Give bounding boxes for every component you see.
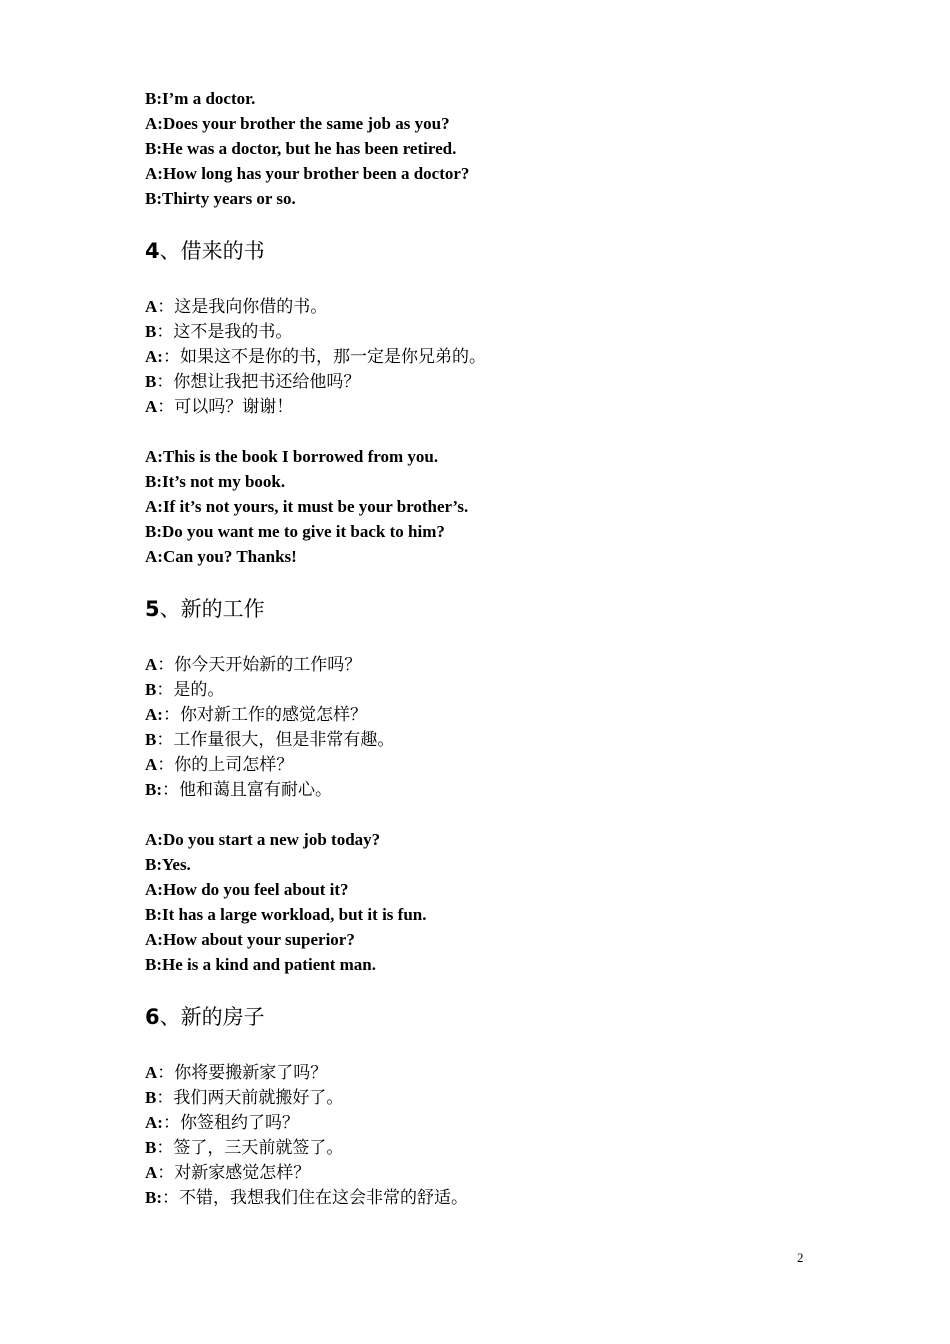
line-text: ：可以吗？谢谢！ [157, 397, 294, 417]
dialogue-line [145, 702, 865, 727]
dialogue-line: A:How about your superior? [145, 930, 355, 949]
dialogue-line: A:This is the book I borrowed from you. [145, 447, 439, 466]
dialogue-line: B:He was a doctor, but he has been retired. [145, 139, 457, 158]
dialogue-line [145, 677, 865, 702]
dialogue-line: A:How do you feel about it? [145, 880, 349, 899]
speaker-label: B [145, 372, 157, 391]
section-title: 、新的房子 [159, 1005, 265, 1029]
dialogue-line [145, 1185, 865, 1210]
line-text: ：如果这不是你的书，那一定是你兄弟的。 [162, 347, 486, 367]
dialogue-line [145, 652, 865, 677]
dialogue-line [145, 294, 865, 319]
top-dialogue [145, 86, 865, 211]
dialogue-line [145, 1135, 865, 1160]
speaker-label: A [145, 297, 158, 316]
speaker-label: A: [145, 1113, 163, 1132]
line-text: ：不错，我想我们住在这会非常的舒适。 [162, 1188, 468, 1208]
dialogue-line: B:I’m a doctor. [145, 89, 256, 108]
dialogue-line: B:He is a kind and patient man. [145, 955, 376, 974]
speaker-label: A [145, 755, 158, 774]
line-text: ：我们两天前就搬好了。 [156, 1088, 344, 1108]
speaker-label: A [145, 1163, 158, 1182]
line-text: ：对新家感觉怎样？ [157, 1163, 311, 1183]
dialogue-line: B:It has a large workload, but it is fun. [145, 905, 427, 924]
line-text: ：签了，三天前就签了。 [156, 1138, 344, 1158]
line-text: ：是的。 [156, 680, 225, 700]
english-dialogue [145, 444, 865, 569]
line-text: ：你今天开始新的工作吗？ [157, 655, 362, 675]
speaker-label: A: [145, 705, 163, 724]
section-title: 、借来的书 [159, 239, 265, 263]
section-6 [145, 1002, 865, 1210]
speaker-label: B: [145, 1188, 162, 1207]
dialogue-line [145, 777, 865, 802]
section-heading [145, 594, 865, 624]
speaker-label: A: [145, 347, 163, 366]
speaker-label: B [145, 680, 157, 699]
speaker-label: A [145, 397, 158, 416]
line-text: ：你签租约了吗？ [162, 1113, 299, 1133]
page-number: 2 [797, 1250, 804, 1265]
dialogue-line: A:If it’s not yours, it must be your brother’s. [145, 497, 469, 516]
line-text: ：这是我向你借的书。 [157, 297, 328, 317]
speaker-label: A [145, 655, 158, 674]
dialogue-line [145, 1110, 865, 1135]
dialogue-line [145, 752, 865, 777]
dialogue-line [145, 369, 865, 394]
line-text: ：你对新工作的感觉怎样？ [162, 705, 367, 725]
dialogue-line: B:Do you want me to give it back to him? [145, 522, 445, 541]
speaker-label: A [145, 1063, 158, 1082]
chinese-dialogue [145, 294, 865, 419]
dialogue-line [145, 1085, 865, 1110]
dialogue-line: A:Can you? Thanks! [145, 547, 297, 566]
line-text: ：工作量很大，但是非常有趣。 [156, 730, 395, 750]
line-text: ：你将要搬新家了吗？ [157, 1063, 328, 1083]
dialogue-line [145, 319, 865, 344]
section-number: 6 [145, 1005, 160, 1029]
dialogue-line: A:How long has your brother been a doctor? [145, 164, 470, 183]
chinese-dialogue [145, 1060, 865, 1210]
speaker-label: B [145, 322, 157, 341]
dialogue-line [145, 394, 865, 419]
dialogue-line: B:Yes. [145, 855, 191, 874]
dialogue-line [145, 1160, 865, 1185]
speaker-label: B [145, 1138, 157, 1157]
spacer [145, 802, 865, 827]
section-4 [145, 236, 865, 569]
spacer [145, 419, 865, 444]
line-text: ：你想让我把书还给他吗？ [156, 372, 361, 392]
dialogue-line: A:Does your brother the same job as you? [145, 114, 450, 133]
line-text: ：他和蔼且富有耐心。 [162, 780, 332, 800]
english-dialogue [145, 827, 865, 977]
section-heading [145, 236, 865, 266]
speaker-label: B [145, 730, 157, 749]
section-heading [145, 1002, 865, 1032]
speaker-label: B [145, 1088, 157, 1107]
section-number: 5 [145, 597, 160, 621]
line-text: ：这不是我的书。 [156, 322, 293, 342]
section-number: 4 [145, 239, 160, 263]
speaker-label: B: [145, 780, 162, 799]
dialogue-line [145, 727, 865, 752]
dialogue-line: A:Do you start a new job today? [145, 830, 381, 849]
dialogue-line: B:Thirty years or so. [145, 189, 296, 208]
section-5 [145, 594, 865, 977]
section-title: 、新的工作 [159, 597, 265, 621]
line-text: ：你的上司怎样？ [157, 755, 294, 775]
document-page [145, 86, 865, 1210]
dialogue-line [145, 1060, 865, 1085]
dialogue-line: B:It’s not my book. [145, 472, 286, 491]
dialogue-line [145, 344, 865, 369]
chinese-dialogue [145, 652, 865, 802]
